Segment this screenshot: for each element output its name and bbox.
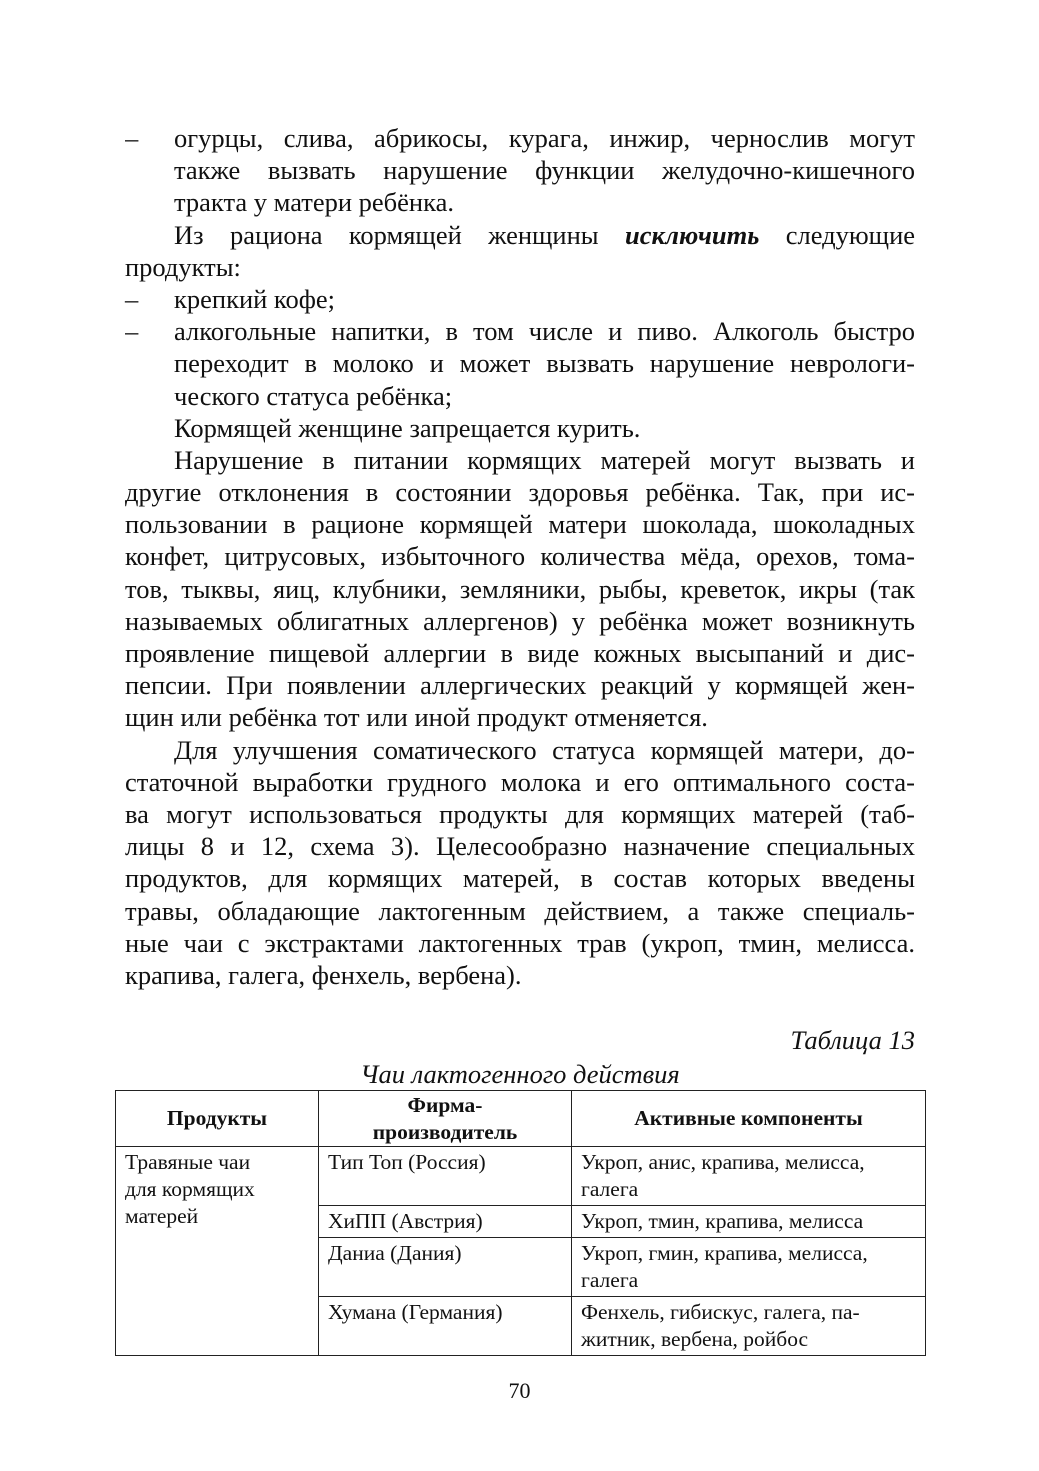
exclude-intro-line: Из рациона кормящей женщины исключить следующие: [174, 219, 915, 250]
page-number: 70: [508, 1378, 531, 1403]
cell-components: Укроп, гмин, крапива, мелисса, галега: [572, 1238, 926, 1297]
allergy-line-7: проявление пищевой аллергии в виде кожных высыпаний и дис-: [125, 638, 915, 668]
cell-maker: ХиПП (Австрия): [319, 1206, 572, 1238]
header-maker: Фирма- производитель: [319, 1091, 572, 1147]
list-item-coffee: – крепкий кофе;: [125, 283, 336, 314]
allergy-line-2: другие отклонения в состоянии здоровья ребёнка. Так, при ис-: [125, 477, 915, 508]
allergy-line-8: пепсии. При появлении аллергических реакций у кормящей жен-: [125, 670, 915, 701]
exclude-intro-cont: продукты:: [125, 251, 241, 282]
allergy-line-4: конфет, цитрусовых, избыточного количества мёда, орехов, тома-: [125, 541, 915, 572]
somatic-line-8: крапива, галега, фенхель, вербена).: [125, 959, 522, 990]
somatic-line-6: травы, обладающие лактогенным действием, а также специаль-: [125, 895, 915, 926]
cell-maker: Тип Топ (Россия): [319, 1147, 572, 1206]
tea-table: [115, 1090, 926, 1356]
allergy-line-9: щин или ребёнка тот или иной продукт отменяется.: [125, 702, 708, 733]
somatic-line-2: статочной выработки грудного молока и его оптимального соста-: [125, 766, 915, 797]
somatic-line-3: ва могут использоваться продукты для кормящих матерей (таб-: [125, 798, 915, 829]
cell-components: Фенхель, гибискус, галега, па- житник, вербена, ройбос: [572, 1297, 926, 1356]
list-item-alcohol-line-3: ческого статуса ребёнка;: [174, 380, 453, 411]
allergy-line-5: тов, тыквы, яиц, клубники, земляники, рыбы, креветок, икры (так: [125, 573, 915, 604]
somatic-line-1: Для улучшения соматического статуса кормящей матери, до-: [174, 734, 915, 765]
body-text: [125, 122, 915, 991]
list-item-fruits-line-3: тракта у матери ребёнка.: [174, 187, 454, 218]
header-components: Активные компоненты: [572, 1091, 926, 1147]
list-item-alcohol-line-2: переходит в молоко и может вызвать нарушение неврологи-: [174, 348, 915, 379]
cell-product: Травяные чаи для кормящих матерей: [116, 1147, 319, 1356]
list-item-fruits-line-1: – огурцы, слива, абрикосы, курага, инжир, чернослив могут: [125, 123, 915, 153]
smoking-line: Кормящей женщине запрещается курить.: [174, 412, 641, 443]
table-label: Таблица 13: [790, 1025, 915, 1055]
list-item-alcohol-line-1: – алкогольные напитки, в том числе и пиво. Алкоголь быстро: [125, 316, 915, 347]
somatic-line-5: продуктов, для кормящих матерей, в состав которых введены: [125, 863, 915, 894]
somatic-line-7: ные чаи с экстрактами лактогенных трав (укроп, тмин, мелисса.: [125, 927, 915, 958]
allergy-line-1: Нарушение в питании кормящих матерей могут вызвать и: [174, 444, 915, 475]
header-products: Продукты: [116, 1091, 319, 1147]
table-title: Чаи лактогенного действия: [360, 1059, 680, 1089]
cell-maker: Даниа (Дания): [319, 1238, 572, 1297]
cell-components: Укроп, тмин, крапива, мелисса: [572, 1206, 926, 1238]
list-item-fruits-line-2: также вызвать нарушение функции желудочно-кишечного: [174, 155, 915, 186]
allergy-line-6: называемых облигатных аллергенов) у ребёнка может возникнуть: [125, 605, 915, 636]
cell-maker: Хумана (Германия): [319, 1297, 572, 1356]
table-header-row: [116, 1091, 926, 1147]
table-row: [116, 1147, 926, 1206]
exclude-emphasis: исключить: [624, 219, 760, 250]
cell-components: Укроп, анис, крапива, мелисса, галега: [572, 1147, 926, 1206]
allergy-line-3: пользовании в рационе кормящей матери шоколада, шоколадных: [125, 509, 915, 540]
somatic-line-4: лицы 8 и 12, схема 3). Целесообразно назначение специальных: [125, 831, 915, 862]
